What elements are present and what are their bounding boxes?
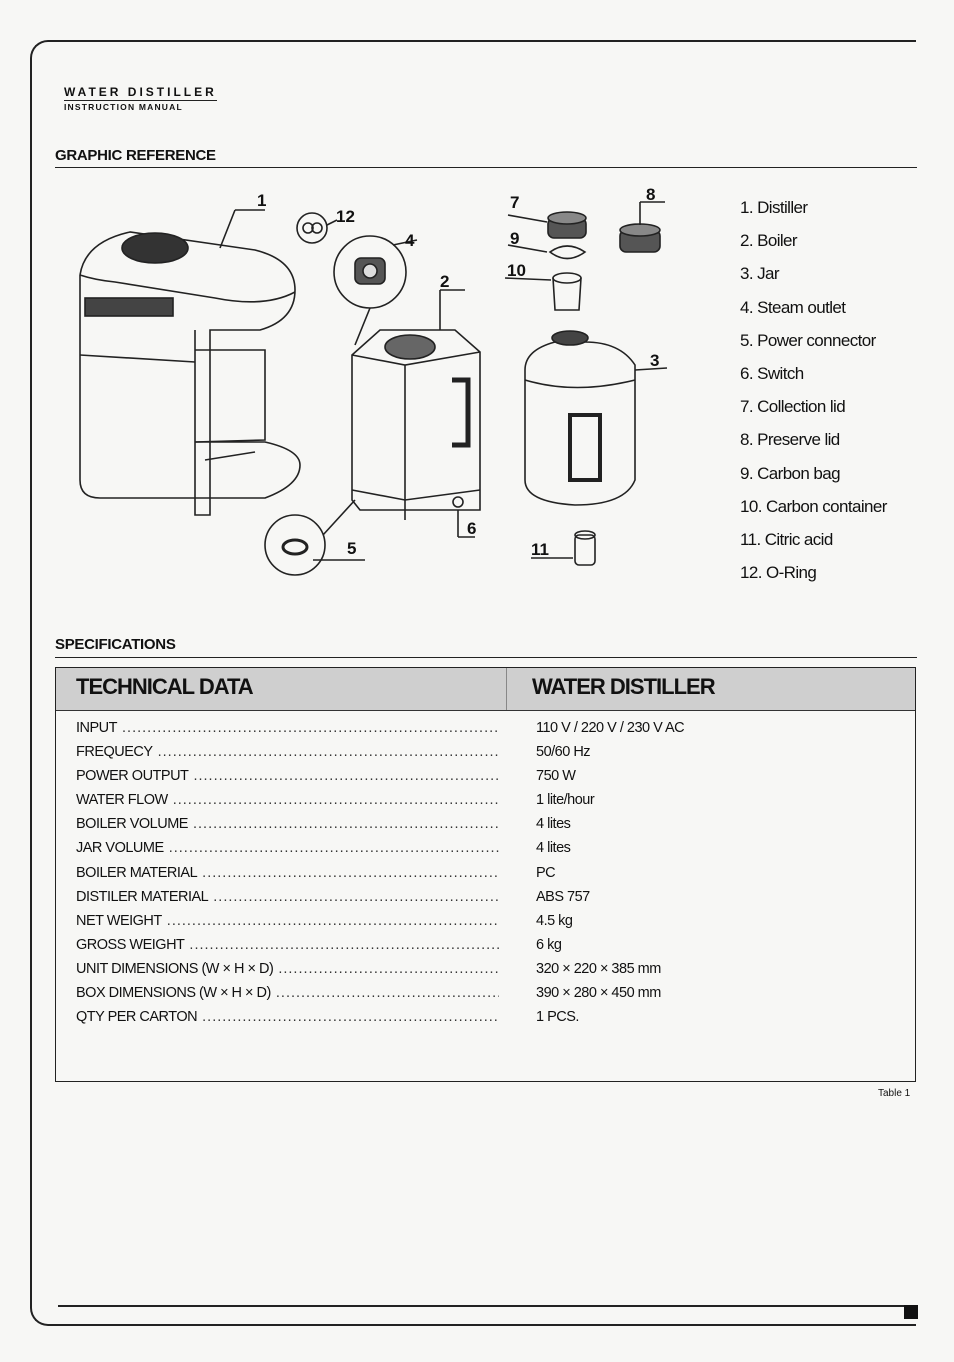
callout-11: 11 (531, 540, 549, 559)
spec-label: DISTILER MATERIAL ..... (76, 889, 499, 905)
legend-item: 7. Collection lid (740, 397, 846, 417)
legend-item: 4. Steam outlet (740, 297, 846, 317)
spec-label: INPUT ..... (76, 720, 499, 736)
specifications-heading: SPECIFICATIONS (55, 636, 176, 653)
spec-label: QTY PER CARTON ..... (76, 1009, 499, 1025)
table-row (76, 889, 896, 913)
parts-legend (740, 197, 887, 595)
boiler-illustration (352, 330, 480, 520)
table-row (76, 792, 896, 816)
callout-1: 1 (257, 191, 267, 210)
callout-12: 12 (336, 207, 355, 226)
graphic-reference-heading: GRAPHIC REFERENCE (55, 147, 216, 164)
spec-label: BOILER VOLUME ..... (76, 816, 499, 832)
callout-8: 8 (646, 185, 656, 204)
spec-label: UNIT DIMENSIONS (W × H × D) ..... (76, 961, 499, 977)
corner-mark (904, 1305, 918, 1319)
table-row (76, 840, 896, 864)
table-row (76, 913, 896, 937)
legend-item: 1. Distiller (740, 198, 808, 217)
legend-item: 11. Citric acid (740, 529, 833, 549)
document-subtitle: INSTRUCTION MANUAL (64, 102, 183, 112)
parts-diagram (55, 180, 735, 600)
legend-item: 10. Carbon container (740, 496, 887, 516)
spec-value: PC (536, 864, 556, 881)
legend-item: 8. Preserve lid (740, 430, 840, 450)
spec-value: 390 × 280 × 450 mm (536, 985, 661, 1002)
table-row (76, 961, 896, 985)
legend-item: 3. Jar (740, 264, 779, 284)
legend-item: 6. Switch (740, 363, 804, 383)
spec-value: ABS 757 (536, 888, 590, 905)
spec-label: GROSS WEIGHT ..... (76, 937, 499, 953)
header-divider (506, 668, 507, 710)
spec-value: 6 kg (536, 936, 562, 953)
distiller-illustration (80, 232, 300, 515)
table-row (76, 985, 896, 1009)
spec-value: 4.5 kg (536, 912, 573, 929)
spec-value: 320 × 220 × 385 mm (536, 960, 661, 977)
spec-table-header (56, 668, 915, 711)
callout-9: 9 (510, 229, 520, 248)
section-rule (55, 657, 917, 658)
table-row (76, 937, 896, 961)
legend-item: 5. Power connector (740, 330, 876, 350)
callout-4: 4 (405, 231, 415, 250)
footer-rule (58, 1305, 908, 1307)
table-row (76, 720, 896, 744)
section-rule (55, 167, 917, 168)
callout-5: 5 (347, 539, 357, 558)
spec-label: WATER FLOW ..... (76, 792, 499, 808)
document-title: WATER DISTILLER (64, 85, 217, 99)
spec-rows (76, 720, 896, 1033)
spec-value: 1 lite/hour (536, 792, 595, 809)
legend-item: 2. Boiler (740, 231, 797, 251)
spec-table (55, 667, 916, 1082)
spec-label: POWER OUTPUT ..... (76, 768, 499, 784)
spec-value: 750 W (536, 768, 576, 785)
legend-item: 12. O-Ring (740, 563, 817, 583)
spec-label: BOX DIMENSIONS (W × H × D) ..... (76, 985, 499, 1001)
table-row (76, 1009, 896, 1033)
spec-value: 1 PCS. (536, 1009, 579, 1026)
table-row (76, 744, 896, 768)
callout-2: 2 (440, 272, 450, 291)
col-header-water-distiller: WATER DISTILLER (532, 674, 715, 699)
spec-value: 4 lites (536, 840, 571, 857)
spec-value: 110 V / 220 V / 230 V AC (536, 720, 685, 736)
spec-label: BOILER MATERIAL ..... (76, 865, 499, 881)
callout-10: 10 (507, 261, 526, 280)
legend-item: 9. Carbon bag (740, 463, 840, 483)
spec-label: FREQUECY ..... (76, 744, 499, 760)
table-caption: Table 1 (878, 1088, 911, 1099)
table-row (76, 865, 896, 889)
table-row (76, 768, 896, 792)
document-header (64, 83, 217, 112)
col-header-technical-data: TECHNICAL DATA (76, 674, 253, 699)
callout-3: 3 (650, 351, 660, 370)
table-row (76, 816, 896, 840)
spec-label: JAR VOLUME ..... (76, 840, 499, 856)
callout-6: 6 (467, 519, 477, 538)
spec-label: NET WEIGHT ..... (76, 913, 499, 929)
jar-illustration (525, 331, 635, 505)
spec-value: 50/60 Hz (536, 744, 591, 761)
callout-7: 7 (510, 193, 520, 212)
spec-value: 4 lites (536, 816, 571, 833)
